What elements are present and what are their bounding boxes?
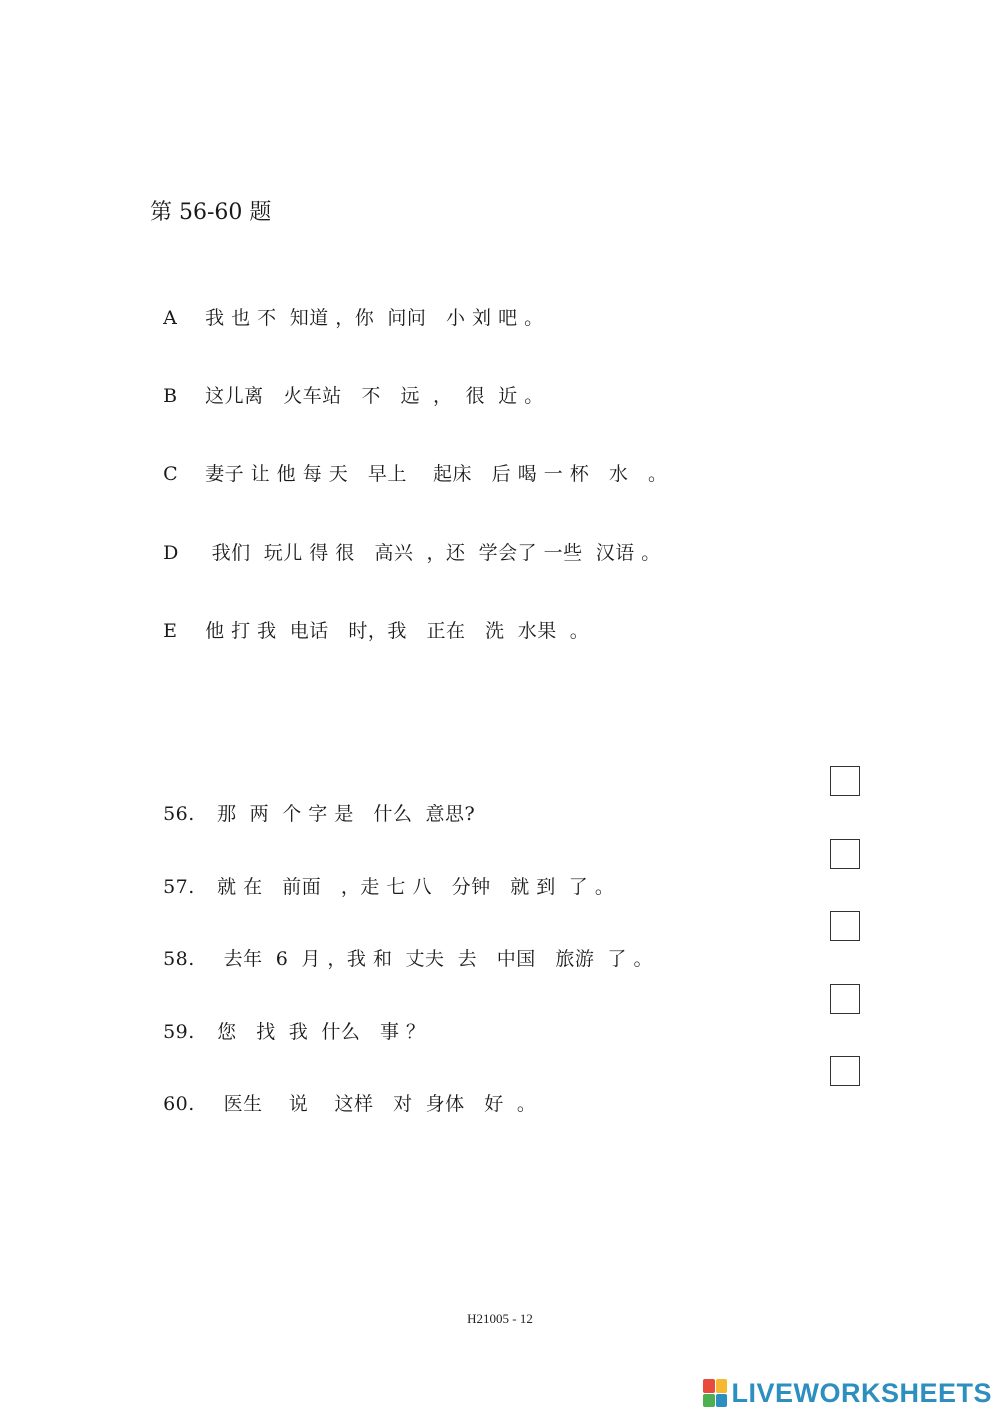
- logo-tile: [716, 1394, 728, 1408]
- option-b: [150, 359, 544, 408]
- logo-tile: [703, 1394, 715, 1408]
- question-number: 59.: [163, 1021, 195, 1043]
- option-letter: A: [163, 307, 178, 329]
- question-59: [150, 995, 426, 1044]
- question-56: [150, 777, 475, 826]
- answer-box-60[interactable]: [830, 1056, 860, 1086]
- logo-tile: [703, 1379, 715, 1393]
- question-number: 58.: [163, 948, 195, 970]
- option-letter: C: [163, 463, 179, 485]
- question-58: [150, 922, 653, 971]
- question-57: [150, 850, 614, 899]
- option-letter: B: [163, 385, 178, 407]
- option-c: [150, 437, 668, 486]
- question-text: 医生 说 这样 对 身体 好 。: [217, 1093, 537, 1115]
- brand-name: LIVEWORKSHEETS: [731, 1377, 992, 1408]
- question-number: 57.: [163, 876, 195, 898]
- option-e: [150, 594, 589, 643]
- answer-box-58[interactable]: [830, 911, 860, 941]
- question-text: 那 两 个 字 是 什么 意思?: [217, 803, 476, 825]
- question-text: 您 找 我 什么 事 ？: [217, 1021, 426, 1043]
- page-code: H21005 - 12: [467, 1311, 533, 1326]
- answer-box-56[interactable]: [830, 766, 860, 796]
- liveworksheets-logo-icon: [703, 1379, 727, 1407]
- answer-box-57[interactable]: [830, 839, 860, 869]
- question-number: 56.: [163, 803, 195, 825]
- option-text: 妻子 让 他 每 天 早上 起床 后 喝 一 杯 水 。: [205, 463, 668, 485]
- option-text: 我们 玩儿 得 很 高兴 ，还 学会了 一些 汉语 。: [205, 542, 661, 564]
- logo-tile: [716, 1379, 728, 1393]
- option-letter: E: [163, 620, 178, 642]
- option-a: [150, 281, 544, 330]
- question-number: 60.: [163, 1093, 195, 1115]
- option-text: 他 打 我 电话 时，我 正在 洗 水果 。: [205, 620, 590, 642]
- brand-watermark[interactable]: [703, 1376, 992, 1410]
- option-letter: D: [163, 542, 179, 564]
- question-text: 就 在 前面 ，走 七 八 分钟 就 到 了 。: [217, 876, 615, 898]
- option-text: 我 也 不 知道 ，你 问问 小 刘 吧 。: [205, 307, 544, 329]
- question-text: 去年 6 月 ，我 和 丈夫 去 中国 旅游 了 。: [217, 948, 653, 970]
- option-d: [150, 516, 661, 565]
- question-60: [150, 1067, 536, 1116]
- option-text: 这儿离 火车站 不 远 ， 很 近 。: [205, 385, 544, 407]
- answer-box-59[interactable]: [830, 984, 860, 1014]
- section-title: 第 56-60 题: [150, 200, 272, 225]
